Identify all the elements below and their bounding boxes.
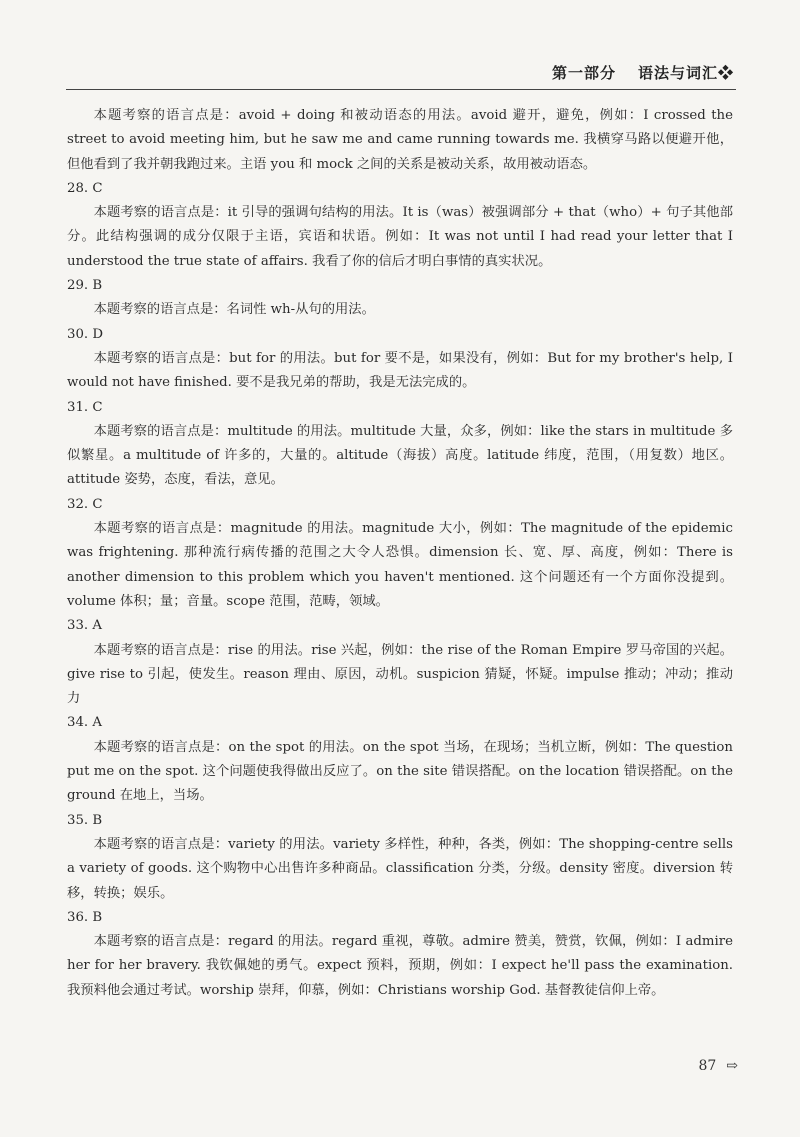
explanation-text: 本题考察的语言点是：on the spot 的用法。on the spot 当场，在现场；当机立断，例如：The question put me on the spot. 这个问题使我得做出反应了。on the site 错误搭配。on the location 错误搭配。on the ground 在地上，当场。	[67, 739, 733, 804]
answer-number: 33. A	[67, 618, 102, 634]
explanation-text: 本题考察的语言点是：rise 的用法。rise 兴起，例如：the rise of the Roman Empire 罗马帝国的兴起。give rise to 引起，使发生。reason 理由、原因，动机。suspicion 猜疑，怀疑。impulse 推动；冲动；推动力	[67, 642, 733, 707]
header-divider	[66, 89, 736, 90]
page-number: 87	[698, 1058, 717, 1074]
part-label: 第一部分	[551, 64, 616, 82]
answer-number: 34. A	[67, 715, 102, 731]
explanation-text: 本题考察的语言点是：variety 的用法。variety 多样性，种种，各类，例如：The shopping-centre sells a variety of goods. 这个购物中心出售许多种商品。classification 分类，分级。density 密度。diversion 转移，转换；娱乐。	[67, 836, 733, 901]
explanation-text: 本题考察的语言点是：but for 的用法。but for 要不是，如果没有，例如：But for my brother's help, I would not have finished. 要不是我兄弟的帮助，我是无法完成的。	[67, 350, 733, 391]
explanation-text: 本题考察的语言点是：regard 的用法。regard 重视，尊敬。admire 赞美，赞赏，钦佩，例如：I admire her for her bravery. 我钦佩她的勇气。expect 预料，预期，例如：I expect he'll pass the examination. 我预料他会通过考试。worship 崇拜，仰慕，例如：Christians worship God. 基督教徒信仰上帝。	[67, 934, 733, 998]
page-footer	[698, 1058, 738, 1074]
answer-number: 35. B	[67, 812, 103, 828]
diamond-icon: ❖	[717, 64, 734, 82]
answer-number: 30. D	[67, 326, 104, 342]
explanation-text: 本题考察的语言点是：名词性 wh-从句的用法。	[93, 302, 375, 318]
explanation-text: 本题考察的语言点是：multitude 的用法。multitude 大量，众多，例如：like the stars in multitude 多似繁星。a multitude of 许多的，大量的。altitude（海拔）高度。latitude 纬度，范围，（用复数）地区。attitude 姿势，态度，看法，意见。	[67, 423, 733, 488]
answer-number: 32. C	[67, 496, 103, 512]
arrow-right-icon: ⇨	[726, 1058, 738, 1074]
answer-explanations	[67, 104, 733, 1003]
answer-number: 36. B	[67, 909, 103, 925]
explanation-text: 本题考察的语言点是：it 引导的强调句结构的用法。It is（was）被强调部分 + that（who）+ 句子其他部分。此结构强调的成分仅限于主语，宾语和状语。例如：It was not until I had read your letter that I understood the true state of affairs. 我看了你的信后才明白事情的真实状况。	[67, 205, 733, 269]
answer-number: 29. B	[67, 278, 103, 294]
answer-number: 28. C	[67, 180, 103, 196]
running-header	[552, 62, 734, 83]
answer-number: 31. C	[67, 399, 103, 415]
section-label: 语法与词汇	[637, 64, 718, 82]
explanation-text: 本题考察的语言点是：avoid + doing 和被动语态的用法。avoid 避开，避免，例如：I crossed the street to avoid meeting him, but he saw me and came running towards me. 我横穿马路以便避开他，但他看到了我并朝我跑过来。主语 you 和 mock 之间的关系是被动关系，故用被动语态。	[67, 108, 733, 172]
explanation-text: 本题考察的语言点是：magnitude 的用法。magnitude 大小，例如：The magnitude of the epidemic was frightening. 那种流行病传播的范围之大令人恐惧。dimension 长、宽、厚、高度，例如：There is another dimension to this problem which you haven't mentioned. 这个问题还有一个方面你没提到。volume 体积；量；音量。scope 范围，范畴，领域。	[67, 521, 733, 609]
